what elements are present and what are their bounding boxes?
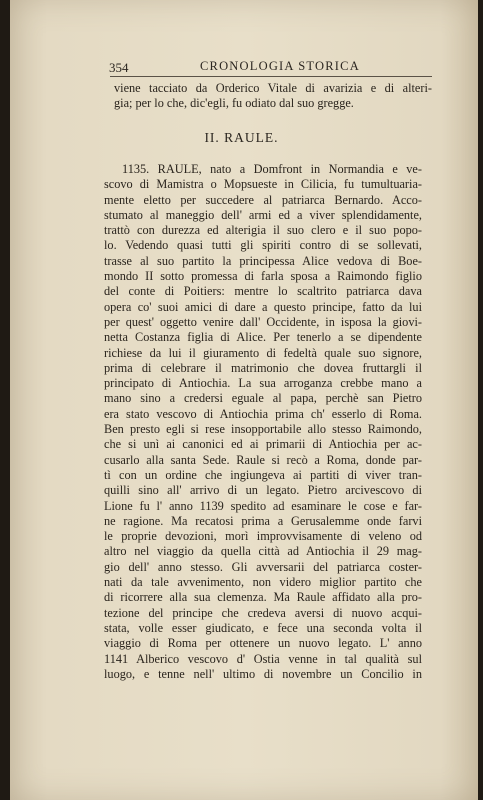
text-line: mano sino a credersi eguale al papa, perchè san Pietro	[104, 391, 422, 406]
text-line: per quest' oggetto venire dall' Occidente, in isposa la giovi-	[104, 314, 422, 329]
text-line: scovo di Mamistra o Mopsueste in Cilicia, fu tumultuaria-	[104, 177, 422, 192]
text-line: trasse al suo partito la principessa Alice vedova di Boe-	[104, 253, 422, 268]
text-line: opera co' suoi amici di dare a questo principe, fatto da lui	[104, 299, 422, 314]
header-rule	[110, 76, 432, 77]
text-line: gia; per lo che, dic'egli, fu odiato dal suo gregge.	[114, 96, 354, 111]
text-line: quilli sino all' arrivo di un legato. Pietro arcivescovo di	[104, 483, 422, 498]
text-line: gio dell' anno stesso. Gli avversarii del patriarca coster-	[104, 559, 422, 574]
text-line: cusarlo alla santa Sede. Raule si recò a Roma, donde par-	[104, 452, 422, 467]
text-line: stata, volle esser giudicato, e fece una seconda volta il	[104, 620, 422, 635]
text-line: lo. Vedendo quasi tutti gli spiriti contro di se sollevati,	[104, 238, 422, 253]
text-line: altro nel viaggio da quella città ad Antiochia il 29 mag-	[104, 544, 422, 559]
intro-paragraph	[114, 81, 432, 112]
text-line: era stato vescovo di Antiochia prima ch' esserlo di Roma.	[104, 406, 422, 421]
text-line: viene tacciato da Orderico Vitale di avarizia e di alteri-	[114, 81, 432, 95]
text-line: luogo, e tenne nell' ultimo di novembre un Concilio in	[104, 666, 422, 681]
text-line: 1141 Alberico vescovo d' Ostia venne in tal qualità sul	[104, 651, 422, 666]
text-line: trattò con durezza ed alterigia il suo clero e il suo popo-	[104, 223, 422, 238]
text-line: stumato al maneggio dell' armi ed a viver splendidamente,	[104, 207, 422, 222]
page-number: 354	[109, 60, 129, 75]
text-line: Ben presto egli si rese insopportabile allo stesso Raimondo,	[104, 422, 422, 437]
text-line: Lione fu l' anno 1139 spedito ad esaminare le cose e far-	[104, 498, 422, 513]
text-line: mondo II sotto promessa di farla sposa a Raimondo figlio	[104, 269, 422, 284]
text-line: del conte di Poitiers: mentre lo scaltrito patriarca dava	[104, 284, 422, 299]
text-line: tezione del principe che credeva aversi di nuovo acqui-	[104, 605, 422, 620]
text-line: mente eletto per succedere al patriarca Bernardo. Acco-	[104, 192, 422, 207]
text-line: di ricorrere alla sua clemenza. Ma Raule affidato alla pro-	[104, 590, 422, 605]
text-line: prima di celebrare il matrimonio che dovea fruttargli il	[104, 360, 422, 375]
text-line: principato di Antiochia. La sua arroganza crebbe mano a	[104, 376, 422, 391]
section-title: II. RAULE.	[204, 130, 279, 145]
text-line: che si unì ai canonici ed ai primarii di Antiochia per ac-	[104, 437, 422, 452]
text-line: tì con un ordine che ingiungeva ai partiti di viver tran-	[104, 467, 422, 482]
text-line: 1135. RAULE, nato a Domfront in Normandia e ve-	[122, 162, 422, 176]
text-line: netta Costanza figlia di Alice. Per tenerlo a se dipendente	[104, 330, 422, 345]
text-line: nati da tale avvenimento, non videro miglior partito che	[104, 575, 422, 590]
body-paragraph	[104, 162, 422, 682]
text-line: viaggio di Roma per ottenere un nuovo legato. L' anno	[104, 636, 422, 651]
running-title: CRONOLOGIA STORICA	[200, 59, 360, 73]
text-line: ne ragione. Ma recatosi prima a Gerusalemme onde farvi	[104, 513, 422, 528]
text-line: le proprie devozioni, morì improvvisamente di veleno od	[104, 529, 422, 544]
text-line: richiese da lui il giuramento di fedeltà quale suo signore,	[104, 345, 422, 360]
